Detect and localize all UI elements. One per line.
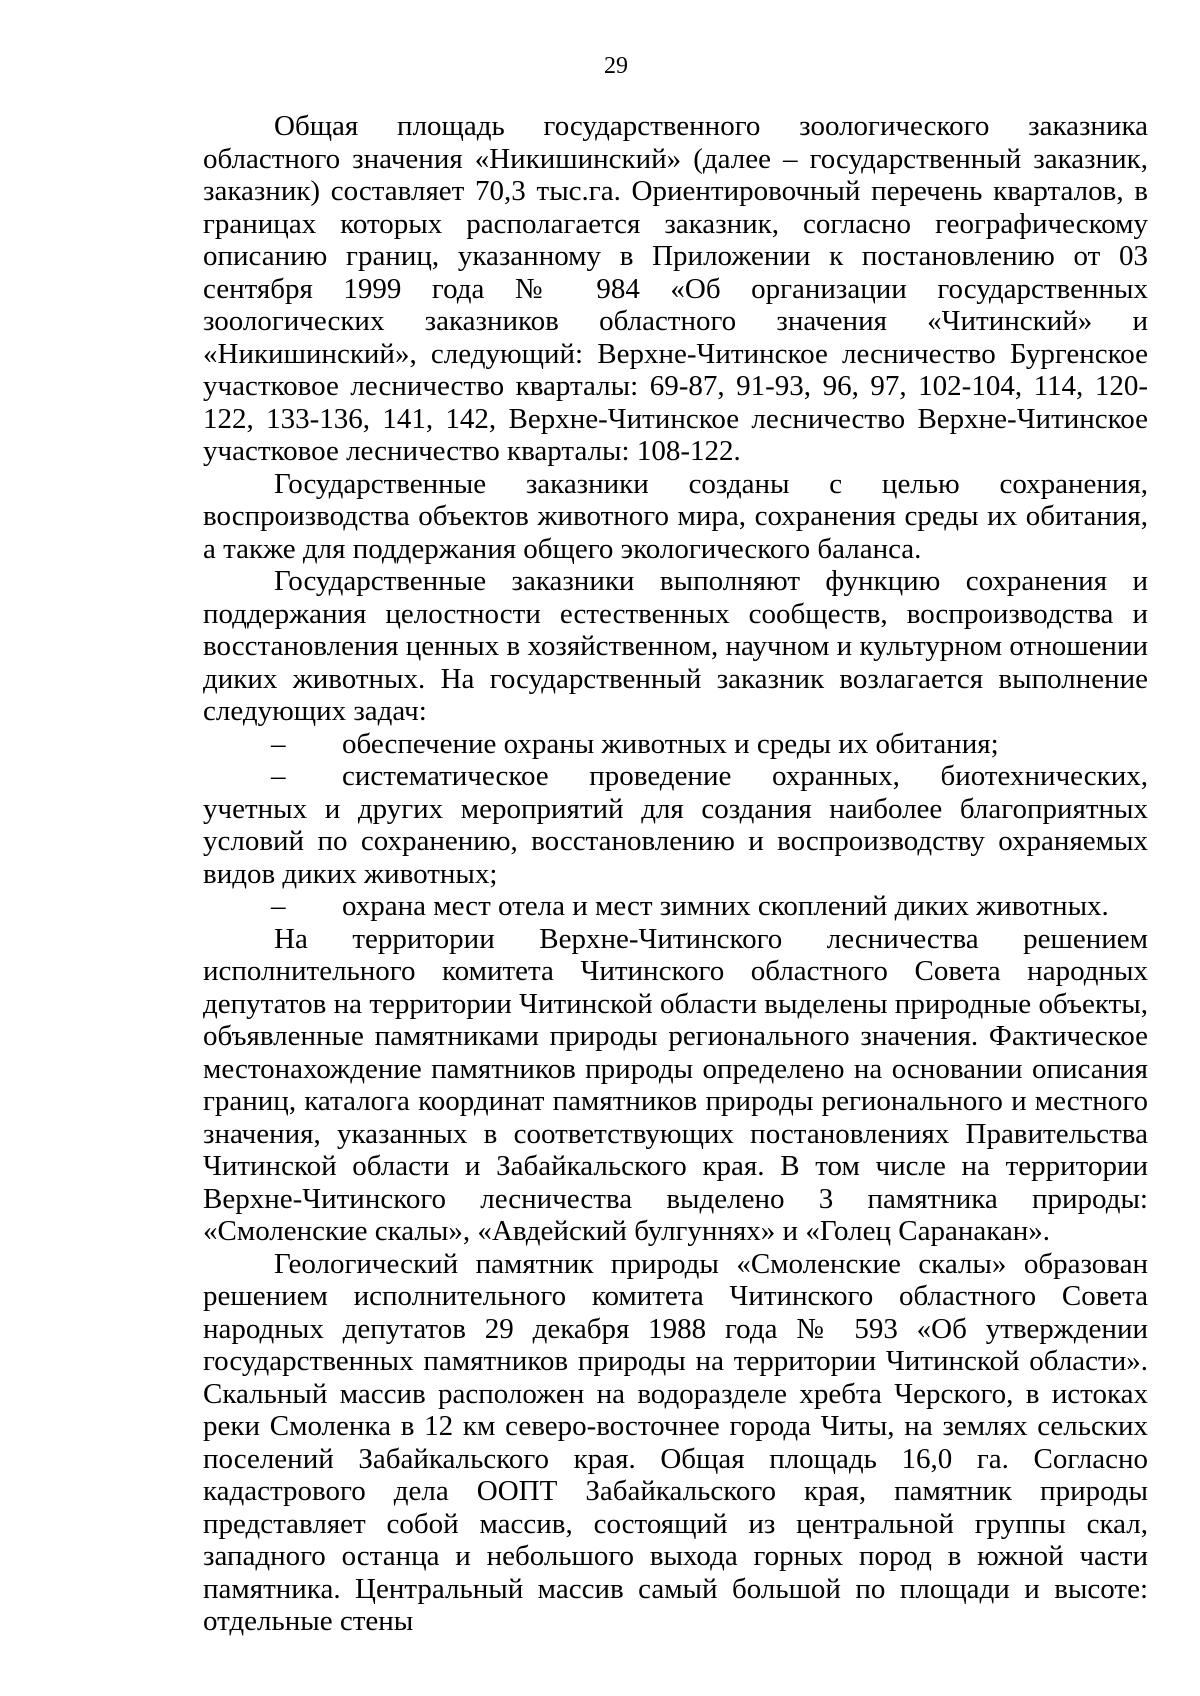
list-item-text: систематическое проведение охранных, биотехнических, учетных и других мероприятий для создания наиболее благоприятных условий по сохранению, восстановлению и воспроизводству охраняемых видов диких животных; — [203, 760, 1148, 890]
list-dash: – — [271, 890, 286, 922]
page-number: 29 — [604, 53, 628, 79]
list-dash: – — [271, 760, 286, 792]
document-body — [203, 110, 1148, 1638]
paragraph-area-description: Общая площадь государственного зоологического заказника областного значения «Никишинский» (далее – государственный заказник, заказник) составляет 70,3 тыс.га. Ориентировочный перечень кварталов, в границах которых располагается заказник, согласно географическому описанию границ, указанному в Приложении к постановлению от 03 сентября 1999 года № 984 «Об организации государственных зоологических заказников областного значения «Читинский» и «Никишинский», следующий: Верхне-Читинское лесничество Бургенское участковое лесничество кварталы: 69-87, 91-93, 96, 97, 102-104, 114, 120-122, 133-136, 141, 142, Верхне-Читинское лесничество Верхне-Читинское участковое лесничество кварталы: 108-122. — [203, 110, 1148, 467]
paragraph-purpose: Государственные заказники созданы с целью сохранения, воспроизводства объектов животного мира, сохранения среды их обитания, а также для поддержания общего экологического баланса. — [203, 467, 1148, 565]
paragraph-smolenskie-rocks: Геологический памятник природы «Смоленские скалы» образован решением исполнительного комитета Читинского областного Совета народных депутатов 29 декабря 1988 года № 593 «Об утверждении государственных памятников природы на территории Читинской области». Скальный массив расположен на водоразделе хребта Черского, в истоках реки Смоленка в 12 км северо-восточнее города Читы, на землях сельских поселений Забайкальского края. Общая площадь 16,0 га. Согласно кадастрового дела ООПТ Забайкальского края, памятник природы представляет собой массив, состоящий из центральной группы скал, западного останца и небольшого выхода горных пород в южной части памятника. Центральный массив самый большой по площади и высоте: отдельные стены — [203, 1247, 1148, 1637]
list-item — [203, 760, 1148, 890]
list-item — [203, 890, 1148, 923]
list-item-text: охрана мест отела и мест зимних скоплений диких животных. — [342, 890, 1109, 922]
list-item-text: обеспечение охраны животных и среды их обитания; — [342, 727, 999, 760]
paragraph-nature-monuments: На территории Верхне-Читинского лесничества решением исполнительного комитета Читинского областного Совета народных депутатов на территории Читинской области выделены природные объекты, объявленные памятниками природы регионального значения. Фактическое местонахождение памятников природы определено на основании описания границ, каталога координат памятников природы регионального и местного значения, указанных в соответствующих постановлениях Правительства Читинской области и Забайкальского края. В том числе на территории Верхне-Читинского лесничества выделено 3 памятника природы: «Смоленские скалы», «Авдейский булгуннях» и «Голец Саранакан». — [203, 922, 1148, 1247]
paragraph-functions: Государственные заказники выполняют функцию сохранения и поддержания целостности естественных сообществ, воспроизводства и восстановления ценных в хозяйственном, научном и культурном отношении диких животных. На государственный заказник возлагается выполнение следующих задач: — [203, 565, 1148, 727]
list-item — [203, 728, 1148, 761]
list-dash: – — [271, 727, 286, 760]
